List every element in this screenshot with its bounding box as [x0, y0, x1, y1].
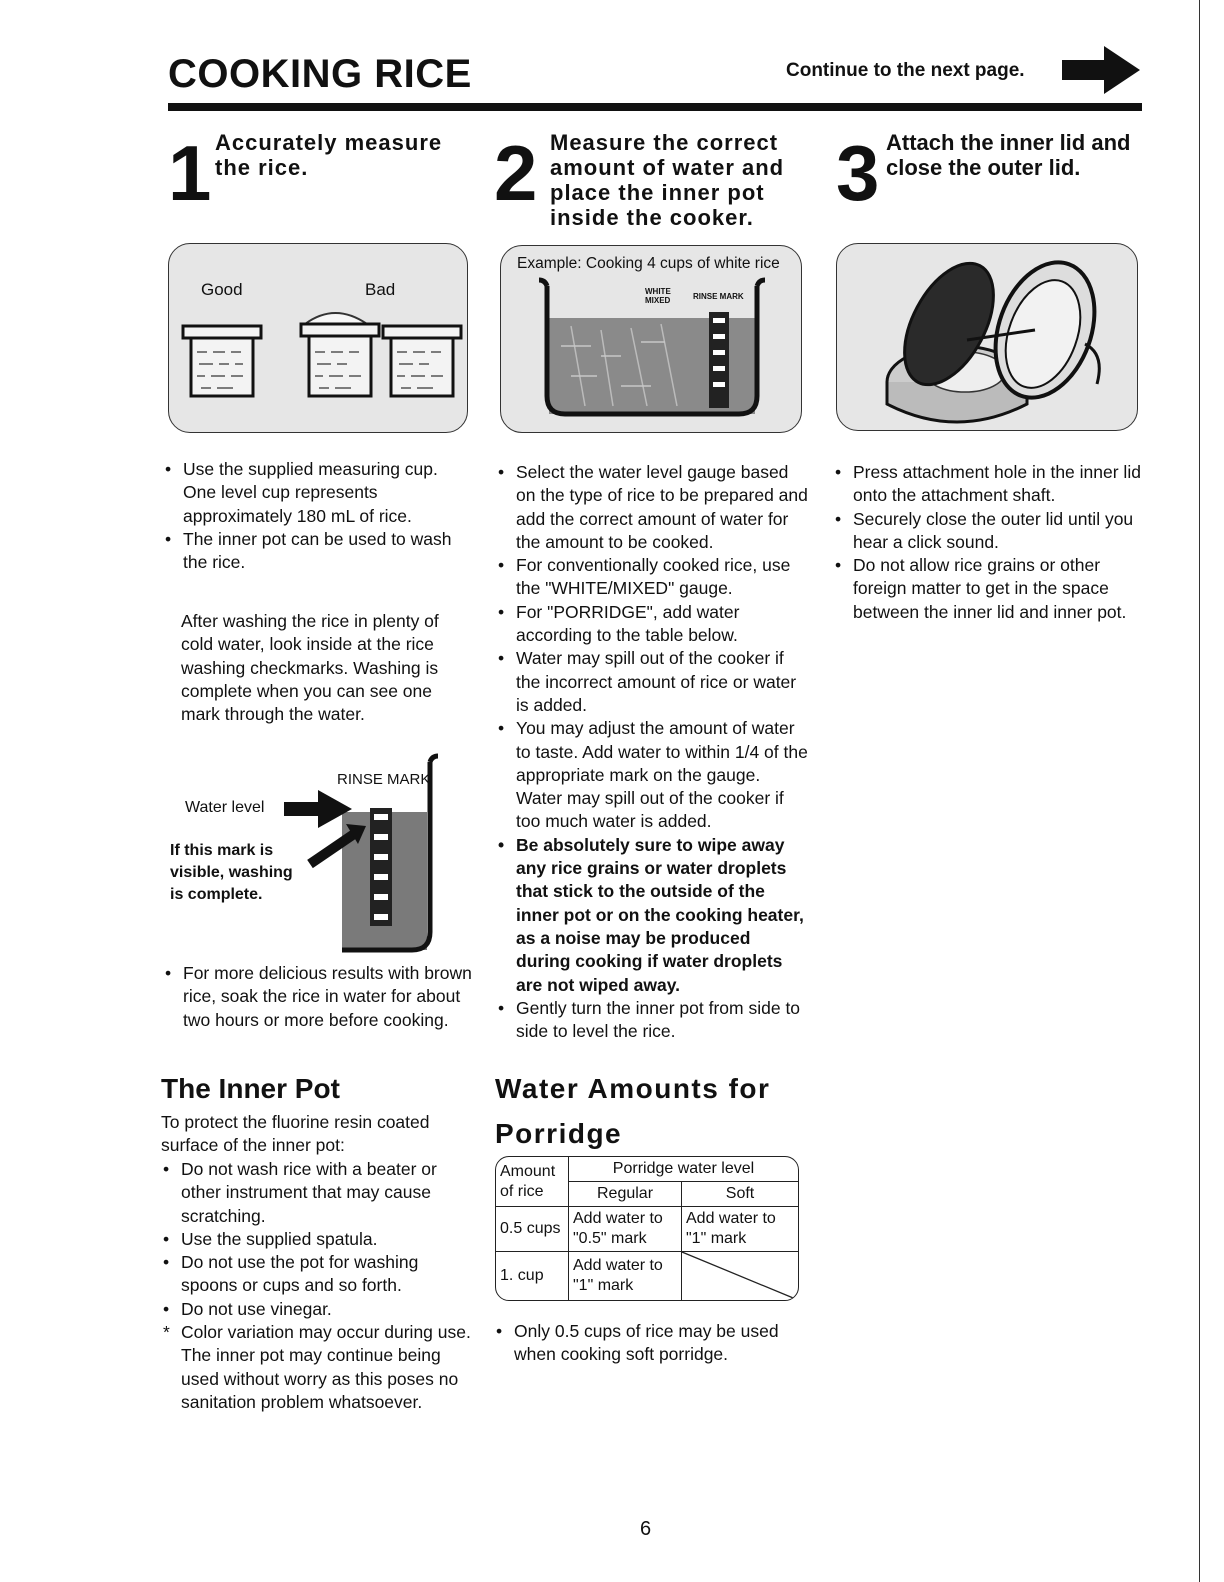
list-item: • Do not allow rice grains or other foreign matter to get in the space between the inner lid and inner pot.	[833, 554, 1143, 624]
note-line: visible, washing	[170, 864, 293, 881]
list-item: • Do not use the pot for washing spoons or cups and so forth.	[161, 1251, 471, 1298]
good-cup	[183, 326, 261, 396]
rinse-mark-label: RINSE MARK	[693, 292, 744, 301]
list-item: • Gently turn the inner pot from side to side to level the rice.	[496, 997, 808, 1044]
page-number: 6	[640, 1518, 652, 1540]
porridge-heading-line: Water Amounts for	[495, 1073, 771, 1104]
step-2-bullets	[496, 461, 808, 1043]
bad-cup-heaped	[301, 313, 379, 396]
list-item: • Be absolutely sure to wipe away any rice grains or water droplets that stick to the outside of the inner pot or on the cooking heater, as a noise may be produced during cooking if water droplets are not wiped away.	[496, 834, 808, 997]
list-item: • Do not use vinegar.	[161, 1298, 471, 1321]
list-item: • For "PORRIDGE", add water according to the table below.	[496, 601, 808, 648]
rinse-mark-label: RINSE MARK	[337, 771, 431, 788]
brown-rice-bullets	[163, 962, 473, 1032]
cell-line: "1" mark	[573, 1277, 634, 1294]
page-edge-line	[1199, 0, 1200, 1582]
header-line: of rice	[500, 1182, 544, 1200]
step-1-bullets	[163, 458, 473, 574]
porridge-table-frame	[495, 1156, 799, 1301]
header-rule	[168, 103, 1142, 111]
inner-pot-bullets	[161, 1158, 471, 1414]
step-2-number: 2	[494, 129, 538, 217]
table-row	[496, 1252, 799, 1301]
step-1-heading	[215, 130, 473, 180]
porridge-table	[495, 1156, 799, 1301]
washing-paragraph: After washing the rice in plenty of cold water, look inside at the rice washing checkmarks. Washing is complete when you can see one mark through the water.	[181, 611, 439, 725]
regular-cell	[569, 1252, 682, 1301]
porridge-note	[494, 1320, 806, 1367]
water-level-label: Water level	[185, 799, 265, 816]
bad-label: Bad	[365, 280, 396, 299]
table-row	[496, 1207, 799, 1252]
list-item: • You may adjust the amount of water to taste. Add water to within 1/4 of the appropriate mark on the gauge. Water may spill out of the cooker if too much water is added.	[496, 717, 808, 833]
list-item: • Use the supplied measuring cup. One level cup represents approximately 180 mL of rice.	[163, 458, 473, 528]
table-row	[496, 1157, 799, 1182]
amount-cell: 0.5 cups	[496, 1207, 569, 1252]
rice-measure-illustration	[168, 243, 468, 433]
soft-cell	[682, 1207, 799, 1252]
inner-pot-intro: To protect the fluorine resin coated surface of the inner pot:	[161, 1112, 430, 1156]
inner-pot-heading: The Inner Pot	[161, 1073, 340, 1104]
step-3-number: 3	[836, 129, 880, 217]
step-3-bullets	[833, 461, 1143, 624]
step-2-heading	[550, 130, 808, 230]
list-item: • Only 0.5 cups of rice may be used when cooking soft porridge.	[494, 1320, 806, 1367]
cell-line: Add water to	[573, 1210, 663, 1227]
step-3-heading-line: close the outer lid.	[886, 155, 1081, 180]
right-arrow-icon	[1060, 44, 1142, 96]
list-item: • Securely close the outer lid until you hear a click sound.	[833, 508, 1143, 555]
amount-cell: 1. cup	[496, 1252, 569, 1301]
header-line: Amount	[500, 1162, 556, 1180]
mark-visible-note	[170, 840, 293, 906]
regular-header: Regular	[569, 1182, 682, 1207]
porridge-heading	[495, 1066, 770, 1156]
porridge-heading-line: Porridge	[495, 1118, 623, 1149]
cell-line: Add water to	[686, 1210, 776, 1227]
step-3-heading	[886, 130, 1146, 180]
soft-cell-not-applicable	[682, 1252, 799, 1301]
continue-note: Continue to the next page.	[786, 60, 1025, 81]
list-item: • For conventionally cooked rice, use the "WHITE/MIXED" gauge.	[496, 554, 808, 601]
regular-cell	[569, 1207, 682, 1252]
list-item: • For more delicious results with brown rice, soak the rice in water for about two hours or more before cooking.	[163, 962, 473, 1032]
note-line: is complete.	[170, 886, 263, 903]
cell-line: "0.5" mark	[573, 1230, 647, 1247]
water-level-illustration	[500, 245, 802, 433]
list-item: • The inner pot can be used to wash the rice.	[163, 528, 473, 575]
cell-line: Add water to	[573, 1257, 663, 1274]
list-item: • Water may spill out of the cooker if the incorrect amount of rice or water is added.	[496, 647, 808, 717]
inner-lid-illustration	[836, 243, 1138, 431]
list-item: * Color variation may occur during use. The inner pot may continue being used without worry as this poses no sanitation problem whatsoever.	[161, 1321, 471, 1414]
step-2-heading-line: amount of water and	[550, 155, 785, 180]
white-mixed-label: WHITE MIXED	[645, 287, 671, 305]
good-label: Good	[201, 280, 243, 299]
step-1-number: 1	[168, 129, 212, 217]
step-1-heading-line: Accurately measure	[215, 130, 443, 155]
list-item: • Press attachment hole in the inner lid onto the attachment shaft.	[833, 461, 1143, 508]
diagonal-line	[682, 1252, 798, 1300]
step-1-heading-line: the rice.	[215, 155, 309, 180]
note-line: If this mark is	[170, 842, 274, 859]
level-header: Porridge water level	[569, 1157, 799, 1182]
example-label: Example: Cooking 4 cups of white rice	[517, 255, 780, 272]
amount-header	[496, 1157, 569, 1207]
step-3-heading-line: Attach the inner lid and	[886, 130, 1131, 155]
step-2-heading-line: place the inner pot	[550, 180, 765, 205]
list-item: • Use the supplied spatula.	[161, 1228, 471, 1251]
step-2-heading-line: inside the cooker.	[550, 205, 754, 230]
soft-header: Soft	[682, 1182, 799, 1207]
step-2-heading-line: Measure the correct	[550, 130, 779, 155]
list-item: • Do not wash rice with a beater or other instrument that may cause scratching.	[161, 1158, 471, 1228]
cell-line: "1" mark	[686, 1230, 747, 1247]
page-title: COOKING RICE	[168, 52, 472, 96]
bad-cup-packed	[383, 326, 461, 396]
list-item: • Select the water level gauge based on the type of rice to be prepared and add the correct amount of water for the amount to be cooked.	[496, 461, 808, 554]
